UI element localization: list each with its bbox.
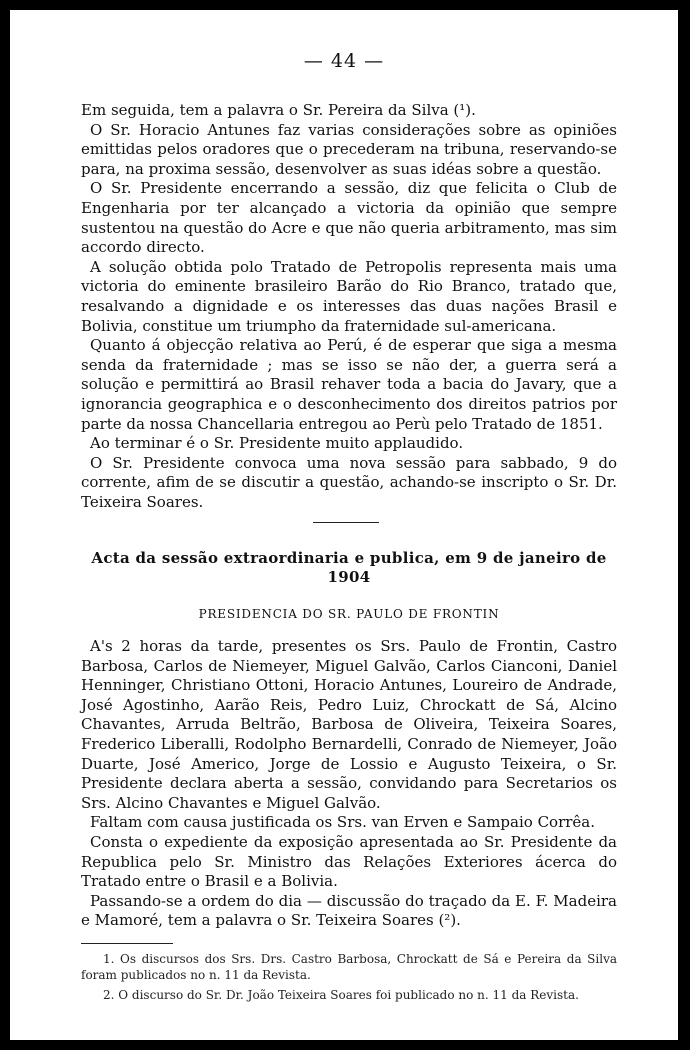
paragraph: O Sr. Horacio Antunes faz varias considerações sobre as opiniões emittidas pelos oradores que o precederam na tribuna, reservando-se para, na proxima sessão, desenvolver as suas idéas sobre a questão. [81, 120, 617, 178]
paragraph: A's 2 horas da tarde, presentes os Srs. Paulo de Frontin, Castro Barbosa, Carlos de Niemeyer, Miguel Galvão, Carlos Cianconi, Daniel Henninger, Christiano Ottoni, Horacio Antunes, Loureiro de Andrade, José Agostinho, Aarão Reis, Pedro Luiz, Chrockatt de Sá, Alcino Chavantes, Arruda Beltrão, Barbosa de Oliveira, Teixeira Soares, Frederico Liberalli, Rodolpho Bernardelli, Conrado de Niemeyer, João Duarte, José Americo, Jorge de Lossio e Augusto Teixeira, o Sr. Presidente declara aberta a sessão, convidando para Secretarios os Srs. Alcino Chavantes e Miguel Galvão. [81, 637, 617, 812]
footnote: 1. Os discursos dos Srs. Drs. Castro Barbosa, Chrockatt de Sá e Pereira da Silva foram publicados no n. 11 da Revista. [81, 952, 617, 982]
footnote: 2. O discurso do Sr. Dr. João Teixeira Soares foi publicado no n. 11 da Revista. [103, 988, 579, 1002]
paragraph: Passando-se a ordem do dia — discussão do traçado da E. F. Madeira e Mamoré, tem a palavra o Sr. Teixeira Soares (²). [81, 891, 617, 930]
paragraph: O Sr. Presidente encerrando a sessão, diz que felicita o Club de Engenharia por ter alcançado a victoria da opinião que sempre sustentou na questão do Acre e que não queria arbitramento, mas sim accordo directo. [81, 179, 617, 257]
bottom-text-block [81, 637, 617, 931]
footnote-divider [81, 943, 173, 944]
paragraph: Quanto á objecção relativa ao Perú, é de esperar que siga a mesma senda da fraternidade ; mas se isso se não der, a guerra será a solução e permittirá ao Brasil rehaver toda a bacia do Javary, que a ignorancia geographica e o desconhecimento dos direitos patrios por parte da nossa Chancellaria entregou ao Perù pelo Tratado de 1851. [81, 336, 617, 433]
footnotes [81, 951, 617, 1007]
top-text-block [81, 101, 617, 512]
paragraph: Ao terminar é o Sr. Presidente muito applaudido. [90, 434, 464, 453]
paragraph: Faltam com causa justificada os Srs. van Erven e Sampaio Corrêa. [90, 813, 596, 832]
page-number: — 44 — [303, 50, 385, 72]
paragraph: Em seguida, tem a palavra o Sr. Pereira da Silva (¹). [81, 101, 476, 119]
section-heading: Acta da sessão extraordinaria e publica, em 9 de janeiro de 1904 [91, 549, 607, 586]
section-subheading: PRESIDENCIA DO SR. PAULO DE FRONTIN [198, 607, 500, 621]
paragraph: O Sr. Presidente convoca uma nova sessão para sabbado, 9 do corrente, afim de se discutir a questão, achando-se inscripto o Sr. Dr. Teixeira Soares. [81, 453, 617, 511]
paragraph: A solução obtida polo Tratado de Petropolis representa mais uma victoria do eminente brasileiro Barão do Rio Branco, tratado que, resalvando a dignidade e os interesses das duas nações Brasil e Bolivia, constitue um triumpho da fraternidade sul-americana. [81, 257, 617, 335]
document-page [10, 10, 678, 1040]
section-divider [313, 522, 379, 523]
paragraph: Consta o expediente da exposição apresentada ao Sr. Presidente da Republica pelo Sr. Ministro das Relações Exteriores ácerca do Tratado entre o Brasil e a Bolivia. [81, 832, 617, 891]
